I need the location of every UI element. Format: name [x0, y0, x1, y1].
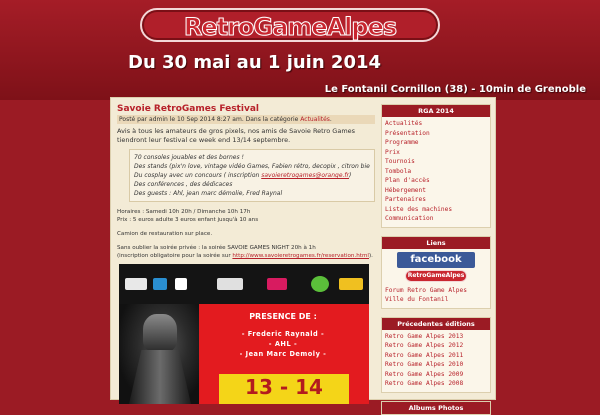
sidebar-previous-editions	[382, 330, 490, 392]
sidebar	[381, 104, 491, 412]
sponsor-logo	[153, 278, 167, 290]
sidebar-box-liens	[381, 236, 491, 309]
poster-sponsor-strip	[119, 264, 369, 304]
sidebar-box-previous	[381, 317, 491, 393]
post-title[interactable]: Savoie RetroGames Festival	[117, 104, 259, 114]
email-link[interactable]: savoieretrogames@orange.fr	[261, 172, 350, 179]
hours-text: Horaires : Samedi 10h 20h / Dimanche 10h 17h	[117, 209, 251, 215]
night-registration	[117, 252, 375, 260]
sidebar-menu-item[interactable]: Partenaires	[385, 196, 426, 203]
post-meta-dot: .	[329, 116, 332, 123]
poster-robot-head	[143, 314, 177, 352]
sidebar-menu-item[interactable]: Communication	[385, 215, 434, 222]
site-header	[0, 0, 600, 100]
page-panel	[110, 97, 496, 412]
night-text: Sans oublier la soirée privée : la soirée SAVOIE GAMES NIGHT 20h à 1h	[117, 245, 316, 251]
retrogamealpes-badge-link[interactable]: RetroGameAlpes	[405, 270, 467, 282]
sidebar-box-title: RGA 2014	[382, 105, 490, 117]
post-intro: Avis à tous les amateurs de gros pixels, nos amis de Savoie Retro Games tiendront leur festival ce week end 13/14 septembre.	[117, 127, 356, 144]
sponsor-logo	[267, 278, 287, 290]
main-content	[117, 104, 375, 401]
post-meta-text: Posté par admin le 10 Sep 2014 8:27 am. Dans la catégorie	[119, 116, 301, 123]
previous-edition-link[interactable]: Retro Game Alpes 2013	[385, 332, 464, 340]
sidebar-menu	[382, 117, 490, 227]
site-logo-text: RetroGameAlpes	[183, 13, 397, 41]
previous-edition-link[interactable]: Retro Game Alpes 2012	[385, 342, 464, 349]
festival-poster	[119, 264, 369, 404]
previous-edition-link[interactable]: Retro Game Alpes 2008	[385, 380, 464, 387]
quote-line: Des stands (pix'n love, vintage vidéo Games, Fabien rétro, decopix , citron bie	[134, 163, 370, 170]
facebook-link[interactable]: facebook	[397, 252, 475, 268]
sidebar-box-albums	[381, 401, 491, 415]
quote-line: Des conférences , des dédicaces	[134, 181, 233, 188]
sidebar-menu-item[interactable]: Prix	[385, 148, 400, 156]
sidebar-box-title: Précedentes éditions	[382, 318, 490, 330]
sidebar-box-title: Liens	[382, 237, 490, 249]
post-meta	[117, 115, 375, 124]
previous-edition-link[interactable]: Retro Game Alpes 2010	[385, 361, 464, 368]
poster-presence-title: PRESENCE DE :	[249, 312, 317, 321]
post-category-link[interactable]: Actualités	[300, 116, 330, 123]
sidebar-link-item[interactable]: Ville du Fontanil	[385, 296, 449, 303]
quote-line	[134, 171, 370, 180]
previous-edition-link[interactable]: Retro Game Alpes 2011	[385, 351, 464, 359]
previous-edition-link[interactable]: Retro Game Alpes 2009	[385, 370, 464, 378]
sidebar-menu-item[interactable]: Liste des machines	[385, 205, 453, 213]
site-logo[interactable]	[140, 8, 440, 42]
sponsor-logo	[311, 276, 329, 292]
sidebar-link-item[interactable]: Forum Retro Game Alpes	[385, 286, 467, 294]
poster-guest: - AHL -	[268, 340, 298, 348]
night-registration-suffix: ).	[369, 253, 373, 259]
sidebar-menu-item[interactable]: Programme	[385, 139, 419, 146]
quote-line-text: Du cosplay avec un concours ( inscription	[134, 172, 262, 179]
sidebar-menu-item[interactable]: Présentation	[385, 129, 430, 137]
price-text: Prix : 5 euros adulte 3 euros enfant jusqu'à 10 ans	[117, 217, 259, 223]
reservation-link[interactable]: http://www.savoieretrogames.fr/reservation.html	[232, 253, 369, 259]
poster-guest: - Frederic Raynald -	[241, 330, 325, 338]
poster-guest: - Jean Marc Demoly -	[239, 350, 327, 358]
night-registration-text: (inscription obligatoire pour la soirée sur	[117, 253, 233, 259]
sidebar-menu-item[interactable]: Plan d'accès	[385, 177, 430, 184]
quote-line-suffix: )	[349, 172, 352, 179]
sponsor-logo	[175, 278, 187, 290]
sidebar-box-title: Albums Photos	[382, 402, 490, 414]
poster-date: 13 - 14	[245, 375, 323, 399]
event-dates: Du 30 mai au 1 juin 2014	[128, 52, 382, 73]
event-location: Le Fontanil Cornillon (38) - 10min de Grenoble	[324, 84, 586, 95]
post-quote	[129, 149, 375, 202]
sidebar-menu-item[interactable]: Hébergement	[385, 186, 426, 194]
sidebar-menu-item[interactable]: Actualités	[385, 120, 423, 127]
sidebar-menu-item[interactable]: Tombola	[385, 167, 412, 175]
sponsor-logo	[339, 278, 363, 290]
food-text: Camion de restauration sur place.	[117, 231, 213, 237]
sidebar-box-rga	[381, 104, 491, 228]
sidebar-links	[382, 284, 490, 308]
quote-line: Des guests : Ahl, jean marc démolie, Fred Raynal	[134, 190, 283, 197]
sponsor-logo	[125, 278, 147, 290]
sponsor-logo	[217, 278, 243, 290]
quote-line: 70 consoles jouables et des bornes !	[134, 154, 244, 161]
sidebar-menu-item[interactable]: Tournois	[385, 158, 415, 165]
